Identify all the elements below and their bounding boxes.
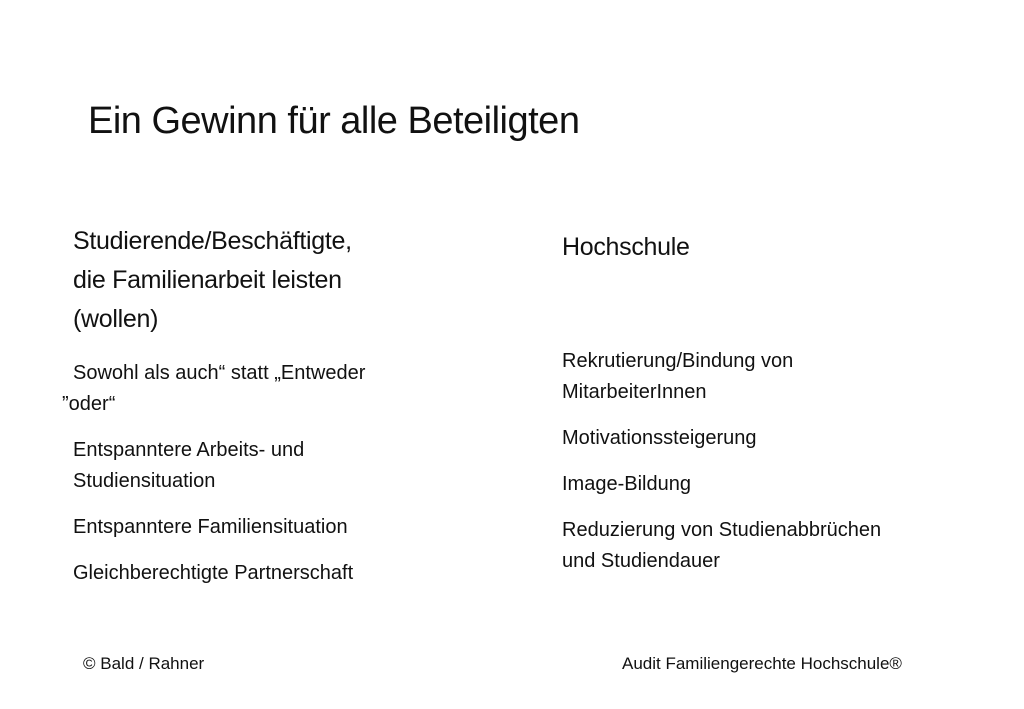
- list-item: [62, 358, 473, 420]
- left-heading-line: die Familienarbeit leisten: [73, 266, 342, 294]
- list-item: [562, 469, 972, 500]
- left-heading-line: (wollen): [73, 305, 159, 333]
- list-item: [73, 512, 473, 543]
- right-column-heading: [562, 228, 942, 267]
- slide-title: Ein Gewinn für alle Beteiligten: [88, 100, 580, 142]
- list-item: [73, 558, 473, 589]
- right-benefit-list: [562, 346, 972, 592]
- left-heading-line: Studierende/Beschäftigte,: [73, 227, 352, 255]
- left-benefit-list: [62, 358, 473, 604]
- list-item-line: Rekrutierung/Bindung von: [562, 350, 794, 372]
- footer-copyright: © Bald / Rahner: [83, 654, 205, 673]
- list-item-line: MitarbeiterInnen: [562, 381, 707, 403]
- list-item: [562, 346, 972, 408]
- footer-audit-label: Audit Familiengerechte Hochschule®: [622, 654, 902, 673]
- list-item-line: Entspanntere Arbeits- und: [73, 439, 305, 461]
- right-heading-text: Hochschule: [562, 233, 690, 261]
- list-item-line: Reduzierung von Studienabbrüchen: [562, 519, 882, 541]
- list-item-line: und Studiendauer: [562, 550, 720, 572]
- list-item-line: Sowohl als auch“ statt „Entweder: [73, 362, 366, 384]
- left-column-heading: [73, 222, 453, 339]
- list-item-line: Studiensituation: [73, 470, 216, 492]
- list-item: [562, 515, 972, 577]
- list-item: [562, 423, 972, 454]
- list-item-line: Gleichberechtigte Partnerschaft: [73, 562, 354, 584]
- list-item-line: ”oder“: [62, 393, 116, 415]
- list-item-line: Image-Bildung: [562, 473, 691, 495]
- list-item: [73, 435, 473, 497]
- list-item-line: Entspanntere Familiensituation: [73, 516, 348, 538]
- list-item-line: Motivationssteigerung: [562, 427, 757, 449]
